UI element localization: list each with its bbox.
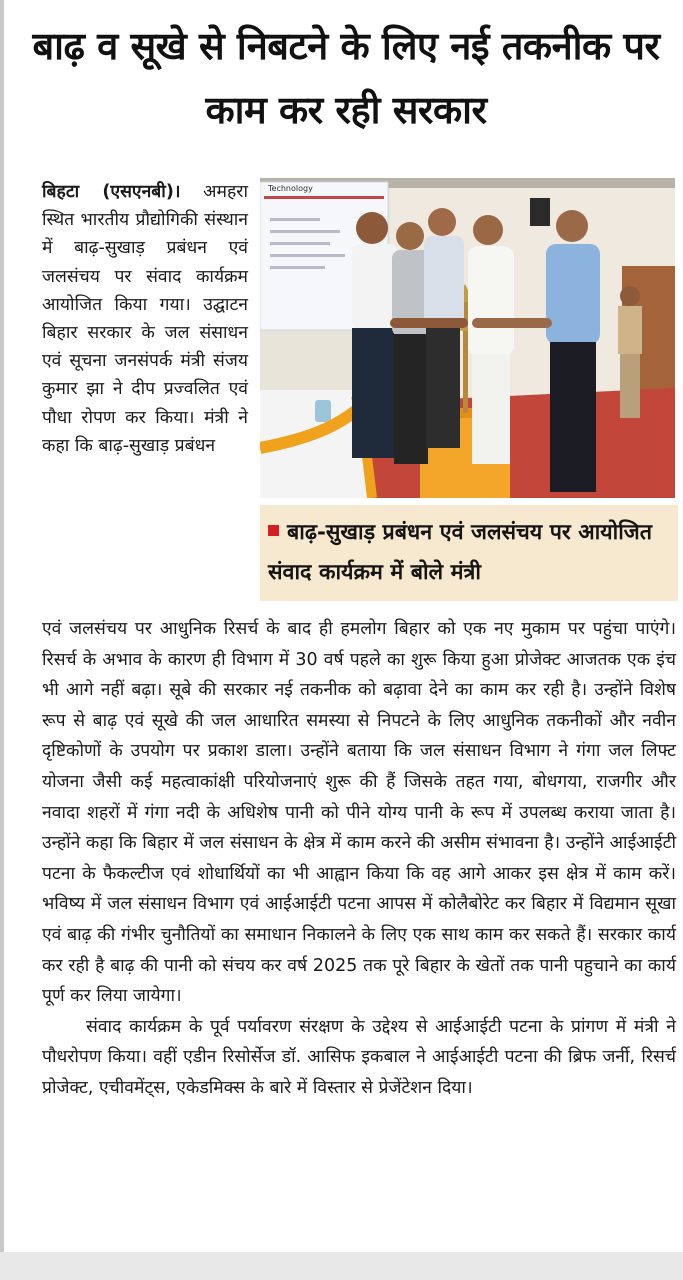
- headline: बाढ़ व सूखे से निबटने के लिए नई तकनीक पर काम कर रही सरकार: [32, 24, 660, 132]
- photo-caption-text: बाढ़-सुखाड़ प्रबंधन एवं जलसंचय पर आयोजित संवाद कार्यक्रम में बोले मंत्री: [268, 520, 652, 585]
- bottom-margin-strip: [0, 1252, 683, 1280]
- intro-column: [42, 178, 248, 460]
- article-body: [42, 614, 676, 1104]
- intro-text: अमहरा स्थित भारतीय प्रौद्योगिकी संस्थान में बाढ़-सुखाड़ प्रबंधन एवं जलसंचय पर संवाद कार्यक्रम आयोजित किया गया। उद्घाटन बिहार सरकार के जल संसाधन एवं सूचना जनसंपर्क मंत्री संजय कुमार झा ने दीप प्रज्वलित एवं पौधा रोपण कर किया। मंत्री ने कहा कि बाढ़-सुखाड़ प्रबंधन: [42, 182, 248, 456]
- photo-caption: [268, 513, 672, 593]
- dateline: बिहटा (एसएनबी)।: [42, 182, 181, 202]
- screen-text: Technology: [268, 184, 313, 193]
- photo-caption-box: [260, 505, 678, 601]
- body-paragraph: एवं जलसंचय पर आधुनिक रिसर्च के बाद ही हमलोग बिहार को एक नए मुकाम पर पहुंचा पाएंगे। रिसर्च के अभाव के कारण ही विभाग में 30 वर्ष पहले का शुरू किया हुआ प्रोजेक्ट आजतक एक इंच भी आगे नहीं बढ़ा। सूबे की सरकार नई तकनीक को बढ़ावा देने का काम कर रही है। उन्होंने विशेष रूप से बाढ़ एवं सूखे की जल आधारित समस्या से निपटने के लिए आधुनिक तकनीकों और नवीन दृष्टिकोणों के उपयोग पर प्रकाश डाला। उन्होंने बताया कि जल संसाधन विभाग ने गंगा जल लिफ्ट योजना जैसी कई महत्वाकांक्षी परियोजनाएं शुरू की हैं जिसके तहत गया, बोधगया, राजगीर और नवादा शहरों में गंगा नदी के अधिशेष पानी को पीने योग्य पानी के रूप में उपलब्ध कराया जाता है। उन्होंने कहा कि बिहार में जल संसाधन के क्षेत्र में काम करने की असीम संभावना है। उन्होंने आईआईटी पटना के फैकल्टीज एवं शोधार्थियों का भी आह्वान किया कि वह आगे आकर इस क्षेत्र में काम करें। भविष्य में जल संसाधन विभाग एवं आईआईटी पटना आपस में कोलैबोरेट कर बिहार में विद्यमान सूखा एवं बाढ़ की गंभीर चुनौतियों का समाधान निकालने के लिए एक साथ काम कर सकते हैं। सरकार कार्य कर रही है बाढ़ की पानी को संचय कर वर्ष 2025 तक पूरे बिहार के खेतों तक पानी पहुचाने का कार्य पूर्ण कर लिया जायेगा।: [42, 619, 676, 1007]
- person: [468, 215, 514, 464]
- person: [546, 210, 600, 492]
- body-paragraph: संवाद कार्यक्रम के पूर्व पर्यावरण संरक्षण के उद्देश्य से आईआईटी पटना के प्रांगण में मंत्री ने पौधरोपण किया। वहीं एडीन रिसोर्सेज डॉ. आसिफ इकबाल ने आईआईटी पटना की ब्रिफ जर्नी, रिसर्च प्रोजेक्ट, एचीवमेंट्स, एकेडमिक्स के बारे में विस्तार से प्रेजेंटेशन दिया।: [42, 1016, 676, 1098]
- caption-marker: [268, 525, 279, 536]
- page-edge-rule: [0, 0, 4, 1252]
- person: [352, 212, 398, 458]
- event-photo: [260, 178, 675, 498]
